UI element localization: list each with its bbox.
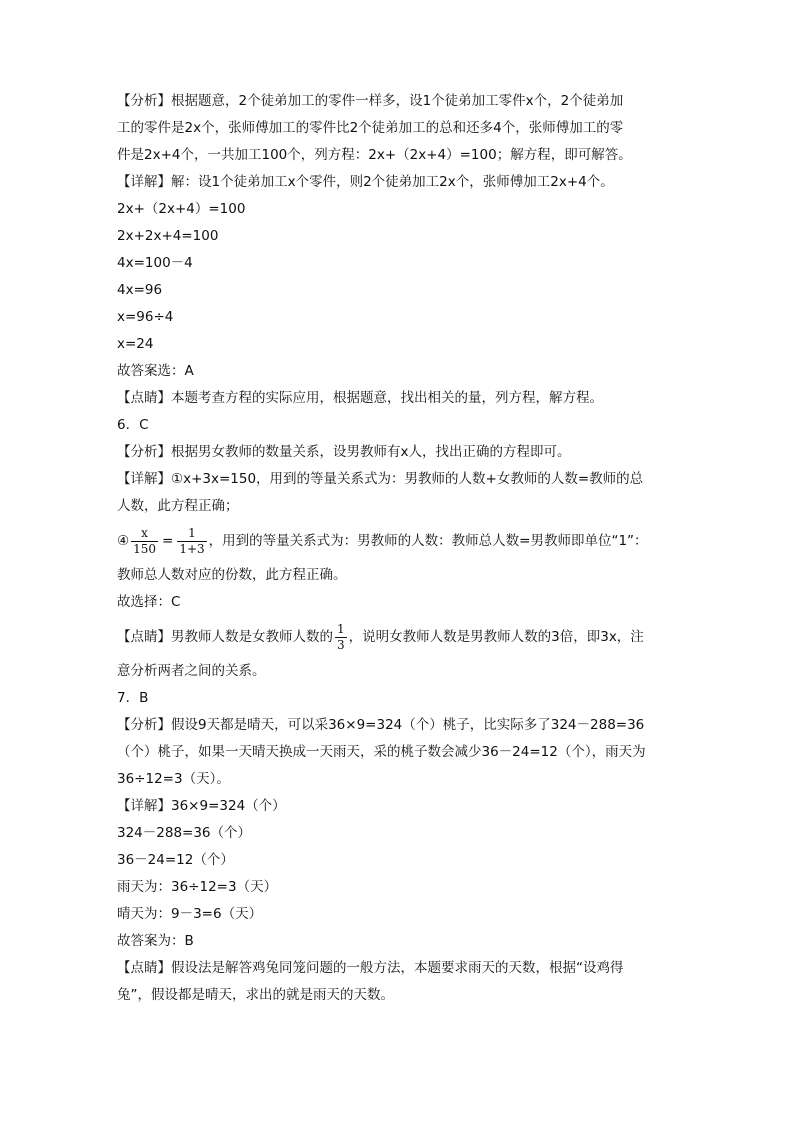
q7-answer: 故答案为：B: [117, 933, 194, 949]
fraction-numerator: 1: [188, 525, 196, 540]
q6-fraction-one-third: [335, 622, 347, 653]
q6-comment-text-suffix: ，说明女教师人数是男教师人数的3倍，即3x，注: [348, 629, 644, 645]
q7-heading: 7．B: [117, 690, 149, 706]
q5-detail: 【详解】解：设1个徒弟加工x个零件，则2个徒弟加工2x个，张师傅加工2x+4个。: [117, 174, 614, 190]
q5-step-1: 2x+（2x+4）=100: [117, 201, 246, 217]
q7-step-4: 晴天为：9－3=6（天）: [117, 906, 263, 922]
q6-circled-four: ④: [117, 533, 130, 549]
fraction-denominator: 150: [133, 541, 157, 556]
q5-step-3: 4x=100－4: [117, 255, 193, 271]
q7-analysis-line-3: 36÷12=3（天）。: [117, 771, 230, 787]
document-content: [117, 88, 687, 1009]
fraction-denominator: 1+3: [179, 541, 205, 556]
fraction-numerator: x: [141, 525, 148, 540]
q7-step-3: 雨天为：36÷12=3（天）: [117, 879, 278, 895]
q6-fraction-x-over-150: [131, 526, 158, 557]
q7-analysis-line-1: 【分析】假设9天都是晴天，可以采36×9=324（个）桃子，比实际多了324－288=36: [117, 717, 645, 733]
q5-step-5: x=96÷4: [117, 309, 174, 325]
q6-detail-line-4: 教师总人数对应的份数，此方程正确。: [117, 567, 347, 583]
q6-detail-line-3-text: ，用到的等量关系式为：男教师的人数：教师总人数=男教师即单位“1”：: [208, 533, 648, 549]
q7-step-1: 324－288=36（个）: [117, 825, 252, 841]
q7-detail: 【详解】36×9=324（个）: [117, 798, 286, 814]
fraction-numerator: 1: [337, 621, 345, 636]
q5-step-2: 2x+2x+4=100: [117, 228, 219, 244]
q5-step-4: 4x=96: [117, 282, 163, 298]
q6-detail-line-2: 人数，此方程正确；: [117, 498, 239, 514]
q6-detail-line-1: 【详解】①x+3x=150，用到的等量关系式为：男教师的人数+女教师的人数=教师的总: [117, 471, 644, 487]
q6-comment-line-1: [117, 616, 687, 658]
q5-step-6: x=24: [117, 336, 154, 352]
q5-analysis-line-3: 件是2x+4个，一共加工100个，列方程：2x+（2x+4）=100；解方程，即可解答。: [117, 147, 632, 163]
q6-answer: 故选择：C: [117, 594, 181, 610]
q5-analysis-line-2: 工的零件是2x个，张师傅加工的零件比2个徒弟加工的总和还多4个，张师傅加工的零: [117, 120, 624, 136]
q7-step-2: 36－24=12（个）: [117, 852, 234, 868]
q5-answer: 故答案选：A: [117, 363, 194, 379]
fraction-denominator: 3: [337, 637, 345, 652]
q7-analysis-line-2: （个）桃子，如果一天晴天换成一天雨天，采的桃子数会减少36－24=12（个），雨天为: [117, 744, 646, 760]
q7-comment-line-1: 【点睛】假设法是解答鸡兔同笼问题的一般方法，本题要求雨天的天数，根据“设鸡得: [117, 960, 624, 976]
q6-analysis: 【分析】根据男女教师的数量关系，设男教师有x人，找出正确的方程即可。: [117, 444, 571, 460]
q6-fraction-1-over-1plus3: [177, 526, 206, 557]
q7-comment-line-2: 兔”，假设都是晴天，求出的就是雨天的天数。: [117, 987, 394, 1003]
q5-comment: 【点睛】本题考查方程的实际应用，根据题意，找出相关的量，列方程，解方程。: [117, 390, 603, 406]
q6-detail-line-3: [117, 520, 687, 562]
equals-sign: =: [162, 533, 174, 549]
q5-analysis-line-1: 【分析】根据题意，2个徒弟加工的零件一样多，设1个徒弟加工零件x个，2个徒弟加: [117, 93, 624, 109]
q6-heading: 6．C: [117, 417, 149, 433]
q6-comment-text-prefix: 【点睛】男教师人数是女教师人数的: [117, 629, 333, 645]
q6-comment-line-2: 意分析两者之间的关系。: [117, 663, 266, 679]
